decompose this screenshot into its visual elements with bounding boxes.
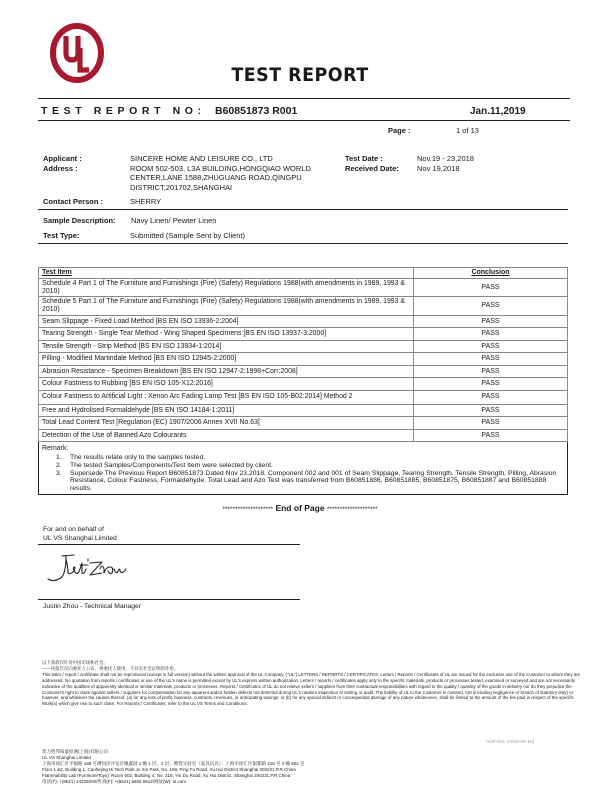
test-date-value: Nov.19 - 23,2018 [417,154,474,163]
table-row [39,297,568,315]
test-type-value: Submitted (Sample Sent by Client) [130,231,246,240]
document-title: TEST REPORT [231,64,369,86]
test-date-label: Test Date : [345,154,383,163]
column-header-conclusion: Conclusion [414,268,568,279]
address-en: Floor 1 &2, Building 1, Caohejing Hi Tech Park Ju Xin Park, No. 188, Ping Fu Road, Xu Hui District Shanghai 200231,P.R.China [42,767,296,772]
stars-right: ******************** [326,506,378,513]
column-header-test-item: Test Item [39,268,414,279]
table-row [39,390,568,404]
signature-icon [44,553,134,585]
conclusion-cell: PASS [414,315,568,328]
conclusion-cell: PASS [414,365,568,378]
address-line: CENTER,LANE 1588,ZHUGUANG ROAD,QINGPU [130,173,302,183]
signer-name-title: Justin Zhou - Technical Manager [43,603,142,610]
conclusion-cell: PASS [414,297,568,315]
divider [38,120,570,121]
divider [38,544,300,545]
conclusion-cell: PASS [414,429,568,442]
test-item-cell: Tearing Strength - Single Tear Method - Wing Shaped Specimens [BS EN ISO 13937-3:2000] [39,328,414,341]
disclaimer-cn-line: 以下条款仅针对中国市场和社会。 [42,661,108,666]
address-line: ROOM 502-503, L3A BUILDING,HONGQIAO WORLD [130,164,311,173]
table-row [39,328,568,341]
divider [38,209,568,210]
conclusion-cell: PASS [414,417,568,430]
received-date-label: Received Date: [345,164,399,173]
divider [38,243,568,244]
contact-person-value: SHERRY [130,197,162,206]
test-item-cell: Tensile Strength - Strip Method [BS EN ISO 13934-1:2014] [39,340,414,353]
remark-list [42,454,564,492]
flammability-lab-address: Flammability Lab (Furniture/Toys): Room 602, Building 4, No. 218, Yin Du Road, Xu Hui District, Shanghai 200231,P.R.China [42,773,291,778]
test-item-cell: Seam Slippage - Fixed Load Method [BS EN ISO 13936-2:2004] [39,315,414,328]
table-row [39,404,568,417]
table-row [39,315,568,328]
remarks-cell [39,442,568,495]
test-item-cell: Detection of the Use of Banned Azo Colourants [39,429,414,442]
page-label: Page : [388,126,411,135]
address-line: DISTRICT,201702,SHANGHAI [130,182,233,192]
table-row [39,378,568,391]
table-header-row [39,268,568,279]
on-behalf-of [43,526,117,543]
contact-person-label: Contact Person : [43,197,104,206]
test-item-cell: Pilling - Modified Martindale Method [BS EN ISO 12945-2:2000] [39,353,414,366]
remark-text: The results relate only to the samples tested. [70,454,206,462]
test-item-cell: Free and Hydrolised Formaldehyde [BS EN ISO 14184-1:2011] [39,404,414,417]
company-address-block [42,749,582,785]
address-cn: 上海市徐汇区平福路 188 号漕河泾开发区聚鑫园 1 幢 1 层、2 层、燃烧实验室（家具玩具）：上海市徐汇区银都路 218 号 4 幢 602 室 [42,761,305,766]
test-results-table [38,267,568,495]
table-row [39,365,568,378]
table-row [39,353,568,366]
table-row [39,429,568,442]
address-value [130,164,311,192]
behalf-line: For and on behalf of [43,526,104,533]
company-name-en: UL VS Shanghai Limited [42,755,91,760]
contact-line: 电话(T): +(8621) 24228200/传真(F): +(8621) 6855 6812/网址(W): ul.com [42,779,187,784]
applicant-value: SINCERE HOME AND LEISURE CO., LTD [130,154,273,163]
test-type-label: Test Type: [43,231,80,240]
sample-description-label: Sample Description: [43,216,116,225]
table-row [39,417,568,430]
applicant-label: Applicant : [43,154,82,163]
remark-item [42,454,564,462]
stars-left: ******************** [222,506,274,513]
test-item-cell: Colour Fastness to Rubbing [BS EN ISO 105-X12:2016] [39,378,414,391]
conclusion-cell: PASS [414,404,568,417]
end-of-page-text: End of Page [275,503,325,513]
test-item-cell: Schedule 4 Part 1 of The Furniture and Furnishings (Fire) (Safety) Regulations 1988(with amendments in 1989, 1993 & 2010) [39,279,414,297]
address-label: Address : [43,164,78,173]
remark-number: 2. [56,461,62,469]
conclusion-cell: PASS [414,279,568,297]
remark-number: 1. [56,454,62,462]
table-row [39,340,568,353]
report-number: B60851873 R001 [215,105,298,117]
disclaimer-text: This letter / report / certificate shall not be reproduced (except in full version) without the written approval of the UL Company. ("UL") LETTERS / REPORTS / CERTIFICATES: Letters / Reports / Certificates of UL are issued for the exclusive use of the Customer to whom they are addressed. No quotation from reports / certificates or use of the UL's name is permitted except by UL's express written authorization. Letters / reports / certificates apply only to the specific materials, products or processes tested, examined or surveyed and are not necessarily indicative of the qualities of apparently identical or similar materials, products or processes. Reports / Certificates of UL do not relieve sellers / suppliers from their contractual responsibilities with regard to the quality / quantity of the goods in delivery nor do they prejudice the Customer's right to claim against sellers / suppliers for compensation for any apparent and/or hidden defects not detected during UL's random inspection or testing or audit. The liability of UL to the Customer in contract, tort (including negligence or breach of statutory duty) or however, and whatever the causes thereof, (a) for any loss of profit, business, contracts, revenues, or anticipating savings; or (b) for any special indirect or consequential damage of any nature whatsoever, shall be limited to the amount of the fee paid in respect of the specific Work(s) which give rise to such claim. For Reports / Certificates, refer to the UL VS Terms and Conditions. [42,672,581,706]
remarks-row [39,442,568,495]
table-row [39,279,568,297]
conclusion-cell: PASS [414,340,568,353]
test-item-cell: Total Lead Content Test [Regulation (EC) 1907/2006 Annex XVII No.63] [39,417,414,430]
received-date-value: Nov 19,2018 [417,164,460,173]
conclusion-cell: PASS [414,328,568,341]
remark-item [42,470,564,493]
conclusion-cell: PASS [414,353,568,366]
sample-description-value: Navy Linen/ Pewter Linen [131,216,217,225]
remark-text: Supersede The Previous Report B60851873 Dated Nov 23,2018, Component 002 and 001 of Seam Slippage, Tearing Strength, Tensile Strength, Pilling, Abrasion Resistance, Colour Fastness, Formaldehyde, Total Lead and Azo Test was transferred from B60851886, B60851885, B60851875, B60851887 and B60851888 results. [70,469,557,492]
remark-item [42,462,564,470]
disclaimer-cn-line: ——该报告仅向委托人公布，供委托人使用，不具有社会证明的作用。 [42,666,179,672]
conclusion-cell: PASS [414,378,568,391]
conclusion-cell: PASS [414,390,568,404]
divider [38,98,570,99]
remark-number: 3. [56,469,62,477]
company-name: UL VS Shanghai Limited [43,534,117,542]
end-of-page-marker [0,503,600,513]
form-code: ADF-001 (2018-09-18) [486,740,535,745]
report-number-label: TEST REPORT NO: [41,105,206,117]
report-date: Jan.11,2019 [470,106,526,117]
divider [38,599,300,600]
remark-label: Remark: [42,445,69,453]
test-item-cell: Abrasion Resistance - Specimen Breakdown [BS EN ISO 12947-2:1998+Corr:2008] [39,365,414,378]
legal-disclaimer [42,661,582,707]
test-item-cell: Schedule 5 Part 1 of The Furniture and Furnishings (Fire) (Safety) Regulations 1988(with amendments in 1989, 1993 & 2010) [39,297,414,315]
test-item-cell: Colour Fastness to Artificial Light : Xenon Arc Fading Lamp Test [BS EN ISO 105-B02:2014] Method 2 [39,390,414,404]
company-name-cn: 优力胜邦质量检测(上海)有限公司 [42,749,108,754]
page-number: 1 of 13 [456,126,479,135]
remark-text: The tested Samples/Components/Test Item were selected by client. [70,461,273,469]
